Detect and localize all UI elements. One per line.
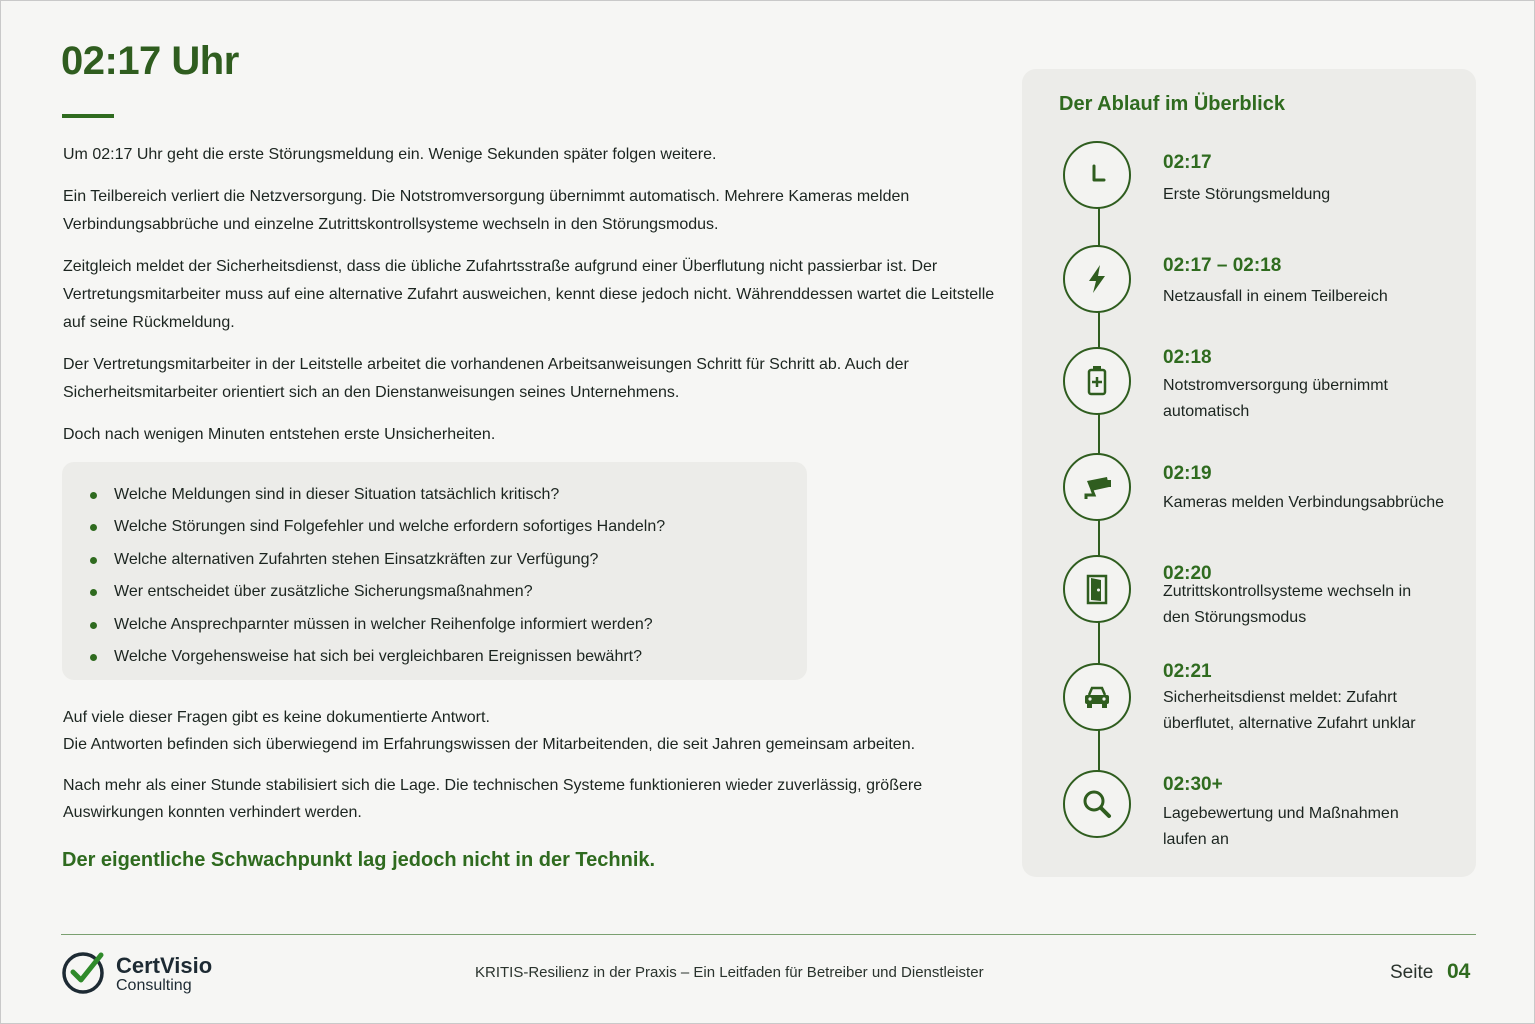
paragraph: Nach mehr als einer Stunde stabilisiert sich die Lage. Die technischen Systeme funktionieren wieder zuverlässig, größere Auswirkungen konnten verhindert werden.	[63, 777, 923, 821]
page-title: 02:17 Uhr	[61, 39, 239, 83]
bullet-icon	[90, 492, 97, 499]
timeline-desc: Netzausfall in einem Teilbereich	[1163, 288, 1388, 305]
list-item	[114, 641, 807, 673]
after-line-2: Die Antworten befinden sich überwiegend im Erfahrungswissen der Mitarbeitenden, die seit Jahren gemeinsam arbeiten.	[63, 736, 916, 753]
conclusion-statement: Der eigentliche Schwachpunkt lag jedoch nicht in der Technik.	[62, 849, 656, 871]
timeline-desc: Lagebewertung und Maßnahmen laufen an	[1163, 805, 1399, 848]
timeline-desc: Zutrittskontrollsysteme wechseln in den Störungsmodus	[1163, 583, 1412, 626]
timeline-time: 02:30+	[1163, 774, 1223, 795]
list-item	[114, 609, 807, 641]
title-underline	[62, 114, 114, 118]
after-line-1: Auf viele dieser Fragen gibt es keine dokumentierte Antwort.	[63, 709, 490, 726]
timeline-desc: Sicherheitsdienst meldet: Zufahrt überflutet, alternative Zufahrt unklar	[1163, 689, 1416, 732]
list-item	[114, 576, 807, 608]
magnifier-icon	[1063, 770, 1131, 838]
list-item	[114, 511, 807, 543]
intro-text	[63, 141, 1003, 463]
paragraph: Ein Teilbereich verliert die Netzversorgung. Die Notstromversorgung übernimmt automatisch. Mehrere Kameras melden Verbindungsabbrüche und einzelne Zutrittskontrollsysteme wechseln in den Störungsmodus.	[63, 188, 910, 233]
logo-subtitle: Consulting	[116, 977, 192, 994]
list-item	[114, 479, 807, 511]
paragraph: Um 02:17 Uhr geht die erste Störungsmeldung ein. Wenige Sekunden später folgen weitere.	[63, 146, 717, 163]
question-text: Welche Vorgehensweise hat sich bei vergleichbaren Ereignissen bewährt?	[114, 648, 643, 666]
bullet-icon	[90, 654, 97, 661]
timeline-desc: Notstromversorgung übernimmt automatisch	[1163, 377, 1388, 420]
page-label: Seite	[1390, 962, 1434, 983]
timeline-time: 02:17 – 02:18	[1163, 255, 1282, 276]
timeline-desc: Erste Störungsmeldung	[1163, 186, 1331, 203]
timeline-time: 02:19	[1163, 463, 1212, 484]
timeline-time: 02:18	[1163, 347, 1212, 368]
questions-box	[62, 462, 807, 680]
battery-icon	[1063, 347, 1131, 415]
timeline-title: Der Ablauf im Überblick	[1059, 93, 1285, 115]
bullet-icon	[90, 524, 97, 531]
timeline-time: 02:17	[1163, 152, 1212, 173]
camera-icon	[1063, 453, 1131, 521]
question-text: Welche Störungen sind Folgefehler und welche erfordern sofortiges Handeln?	[114, 518, 666, 536]
question-text: Wer entscheidet über zusätzliche Sicherungsmaßnahmen?	[114, 583, 533, 601]
timeline-desc: Kameras melden Verbindungsabbrüche	[1163, 494, 1445, 511]
closing-text	[63, 704, 1023, 840]
logo-check-icon	[61, 949, 107, 995]
bullet-icon	[90, 557, 97, 564]
footer-divider	[61, 934, 1476, 935]
logo-name: CertVisio	[116, 953, 213, 978]
lightning-icon	[1063, 245, 1131, 313]
door-icon	[1063, 555, 1131, 623]
footer-document-title: KRITIS-Resilienz in der Praxis – Ein Leitfaden für Betreiber und Dienstleister	[475, 964, 984, 981]
paragraph: Zeitgleich meldet der Sicherheitsdienst, dass die übliche Zufahrtsstraße aufgrund einer Überflutung nicht passierbar ist. Der Vertretungsmitarbeiter muss auf eine alternative Zufahrt ausweichen, kennt diese jedoch nicht. Währenddessen wartet die Leitstelle auf seine Rückmeldung.	[63, 258, 995, 331]
clock-icon	[1063, 141, 1131, 209]
question-text: Welche Ansprechparnter müssen in welcher Reihenfolge informiert werden?	[114, 615, 653, 633]
bullet-icon	[90, 622, 97, 629]
paragraph	[63, 704, 1023, 758]
timeline-panel	[1022, 69, 1476, 877]
paragraph: Doch nach wenigen Minuten entstehen erste Unsicherheiten.	[63, 426, 496, 443]
car-icon	[1063, 663, 1131, 731]
question-text: Welche Meldungen sind in dieser Situation tatsächlich kritisch?	[114, 486, 560, 503]
list-item	[114, 544, 807, 576]
page-number: 04	[1447, 960, 1471, 983]
paragraph: Der Vertretungsmitarbeiter in der Leitstelle arbeitet die vorhandenen Arbeitsanweisungen Schritt für Schritt ab. Auch der Sicherheitsmitarbeiter orientiert sich an den Dienstanweisungen seines Unternehmens.	[63, 356, 909, 401]
question-text: Welche alternativen Zufahrten stehen Einsatzkräften zur Verfügung?	[114, 550, 599, 568]
timeline-time: 02:20	[1163, 563, 1212, 584]
bullet-icon	[90, 589, 97, 596]
questions-list	[62, 462, 807, 673]
timeline-time: 02:21	[1163, 661, 1212, 682]
